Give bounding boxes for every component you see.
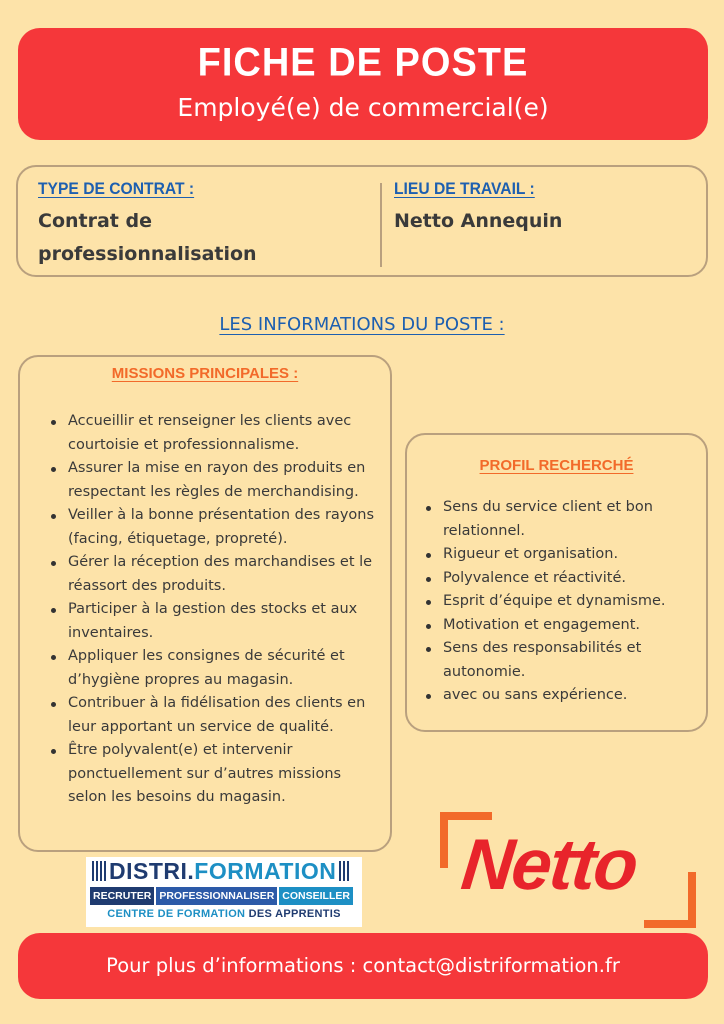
page-title: FICHE DE POSTE	[197, 40, 529, 86]
barcode-icon	[92, 861, 106, 881]
distri-logo-name	[86, 857, 362, 885]
header-banner	[18, 28, 708, 140]
list-item: Contribuer à la fidélisation des clients en leur apportant un service de qualité.	[46, 692, 382, 739]
contract-type-column	[38, 179, 368, 271]
contract-type-value-line1: Contrat de	[38, 210, 152, 232]
missions-box	[18, 355, 392, 852]
distri-bottom-part2: DES APPRENTIS	[248, 908, 341, 920]
list-item: Appliquer les consignes de sécurité et d’hygiène propres au magasin.	[46, 645, 382, 692]
footer-banner	[18, 933, 708, 999]
barcode-icon	[339, 861, 349, 881]
footer-contact-text: Pour plus d’informations : contact@distriformation.fr	[106, 954, 620, 977]
list-item: Veiller à la bonne présentation des rayons (facing, étiquetage, propreté).	[46, 504, 382, 551]
section-title: LES INFORMATIONS DU POSTE :	[219, 314, 505, 335]
distri-tag-professionnaliser: PROFESSIONNALISER	[156, 887, 277, 905]
workplace-label: LIEU DE TRAVAIL :	[394, 179, 535, 198]
contract-type-label: TYPE DE CONTRAT :	[38, 179, 195, 198]
list-item: Polyvalence et réactivité.	[421, 567, 696, 591]
workplace-value: Netto Annequin	[394, 210, 563, 232]
distri-tags	[86, 887, 362, 905]
distri-tag-conseiller: CONSEILLER	[279, 887, 353, 905]
list-item: Accueillir et renseigner les clients avec courtoisie et professionnalisme.	[46, 410, 382, 457]
list-item: Sens du service client et bon relationnel.	[421, 496, 696, 543]
contract-type-value-line2: professionnalisation	[38, 243, 257, 265]
list-item: Être polyvalent(e) et intervenir ponctuellement sur d’autres missions selon les besoins du magasin.	[46, 739, 382, 810]
list-item: Motivation et engagement.	[421, 614, 696, 638]
distriformation-logo	[86, 857, 362, 927]
list-item: avec ou sans expérience.	[421, 684, 696, 708]
contract-info-box	[16, 165, 708, 277]
profile-box	[405, 433, 708, 732]
profile-list	[421, 496, 696, 708]
netto-logo	[440, 812, 696, 928]
netto-wordmark: Netto	[457, 825, 641, 905]
netto-bracket-bottom-right	[644, 872, 696, 928]
list-item: Assurer la mise en rayon des produits en respectant les règles de merchandising.	[46, 457, 382, 504]
list-item: Participer à la gestion des stocks et aux inventaires.	[46, 598, 382, 645]
distri-name-part2: FORMATION	[194, 857, 337, 884]
contract-type-value	[38, 205, 368, 271]
list-item: Gérer la réception des marchandises et le réassort des produits.	[46, 551, 382, 598]
distri-tag-recruter: RECRUTER	[90, 887, 154, 905]
missions-title: MISSIONS PRINCIPALES :	[111, 365, 299, 382]
page-subtitle: Employé(e) de commercial(e)	[177, 93, 549, 122]
distri-bottom-part1: CENTRE DE FORMATION	[107, 908, 249, 920]
list-item: Rigueur et organisation.	[421, 543, 696, 567]
list-item: Sens des responsabilités et autonomie.	[421, 637, 696, 684]
column-divider	[380, 183, 382, 267]
missions-list	[46, 410, 382, 810]
list-item: Esprit d’équipe et dynamisme.	[421, 590, 696, 614]
distri-name-part1: DISTRI.	[109, 857, 195, 884]
profile-title: PROFIL RECHERCHÉ	[479, 457, 634, 474]
workplace-column	[394, 179, 694, 238]
distri-bottom-line	[86, 908, 362, 920]
